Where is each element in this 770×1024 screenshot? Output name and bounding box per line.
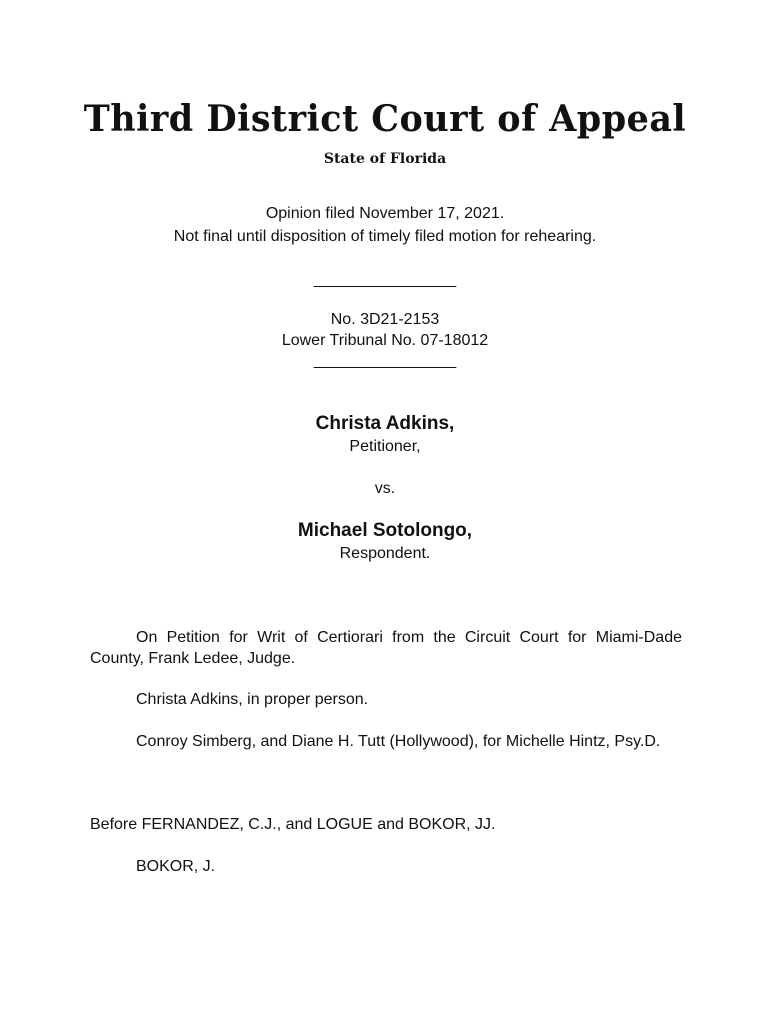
court-state: State of Florida	[323, 151, 447, 167]
versus-label: vs.	[374, 480, 396, 497]
respondent-counsel-paragraph: Conroy Simberg, and Diane H. Tutt (Hollywood), for Michelle Hintz, Psy.D.	[136, 733, 661, 750]
petition-paragraph: On Petition for Writ of Certiorari from the Circuit Court for Miami-Dade County, Frank Ledee, Judge.	[90, 629, 682, 667]
court-name: Third District Court of Appeal	[83, 98, 687, 140]
petitioner-role: Petitioner,	[349, 438, 421, 455]
respondent-role: Respondent.	[339, 545, 431, 562]
respondent-name: Michael Sotolongo,	[297, 520, 473, 541]
case-number: No. 3D21-2153	[330, 311, 440, 328]
opinion-filed-date: Opinion filed November 17, 2021.	[265, 205, 505, 222]
separator-rule-top: ________________	[313, 271, 457, 288]
separator-rule-bottom: ________________	[313, 352, 457, 369]
petitioner-name: Christa Adkins,	[315, 413, 455, 434]
panel-paragraph: Before FERNANDEZ, C.J., and LOGUE and BOKOR, JJ.	[90, 816, 496, 833]
petitioner-counsel-paragraph: Christa Adkins, in proper person.	[136, 691, 369, 708]
not-final-notice: Not final until disposition of timely filed motion for rehearing.	[173, 228, 597, 245]
lower-tribunal-number: Lower Tribunal No. 07-18012	[281, 332, 489, 349]
author-line: BOKOR, J.	[136, 858, 216, 875]
